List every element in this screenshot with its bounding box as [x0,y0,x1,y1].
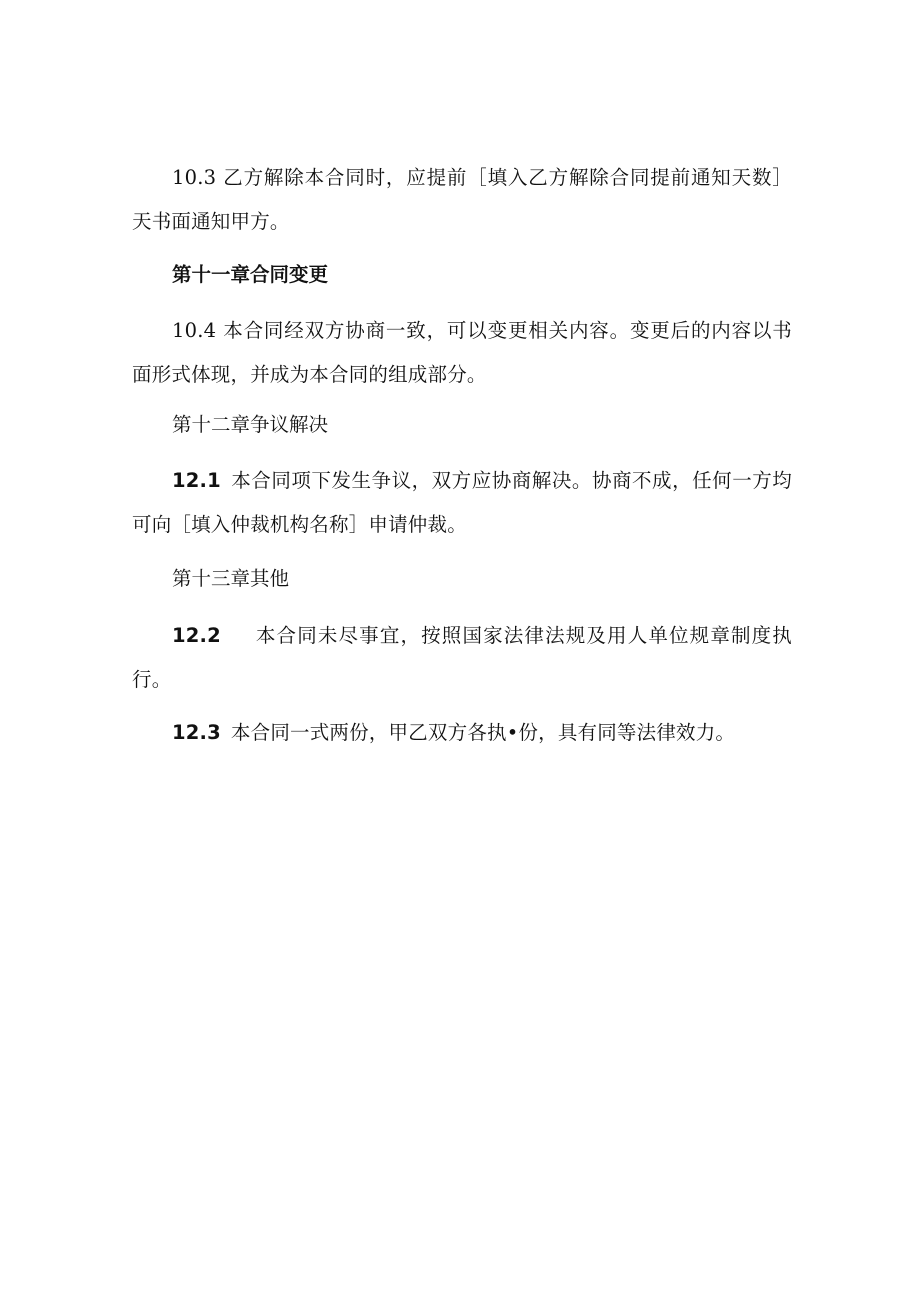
clause-12-1 [132,459,792,547]
clause-12-3-text: 本合同一式两份，甲乙双方各执•份，具有同等法律效力。 [230,721,736,744]
clause-12-2 [132,614,792,702]
clause-12-3-number: 12.3 [172,721,221,744]
chapter-11-heading: 第十一章合同变更 [172,263,329,286]
clause-12-1-number: 12.1 [172,469,221,492]
clause-12-2-text: 本合同未尽事宜，按照国家法律法规及用人单位规章制度执行。 [132,624,792,691]
chapter-13-heading: 第十三章其他 [172,567,290,590]
clause-10-3: 10.3 乙方解除本合同时，应提前［填入乙方解除合同提前通知天数］天书面通知甲方。 [132,166,792,233]
clause-12-1-text: 本合同项下发生争议，双方应协商解决。协商不成，任何一方均可向［填入仲裁机构名称］申请仲裁。 [132,469,792,536]
chapter-12-heading: 第十二章争议解决 [172,413,329,436]
clause-12-3 [132,711,792,755]
clause-10-4: 10.4 本合同经双方协商一致，可以变更相关内容。变更后的内容以书面形式体现，并成为本合同的组成部分。 [132,319,792,386]
clause-12-2-number: 12.2 [172,624,221,647]
